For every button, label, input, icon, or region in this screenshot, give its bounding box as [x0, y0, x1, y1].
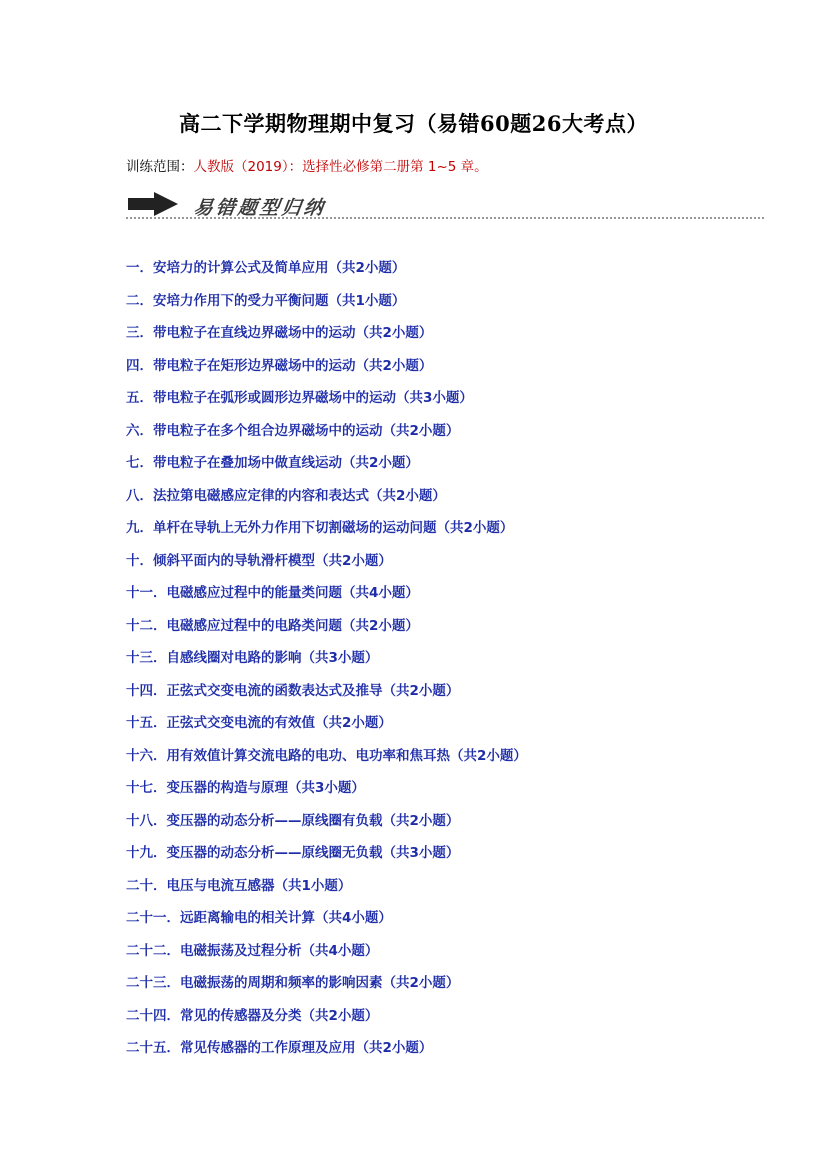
- topic-number: 十七: [126, 780, 153, 796]
- topic-text: 远距离输电的相关计算: [180, 910, 315, 926]
- topic-text: 带电粒子在直线边界磁场中的运动: [153, 325, 356, 341]
- topic-separator: ．: [139, 422, 153, 439]
- topic-count: （共2小题）: [342, 455, 419, 471]
- topic-text: 带电粒子在弧形或圆形边界磁场中的运动: [153, 390, 396, 406]
- topic-count: （共2小题）: [328, 260, 406, 276]
- topic-number: 二十二: [126, 942, 167, 959]
- topic-number: 十八: [126, 812, 153, 829]
- topic-count: （共4小题）: [301, 942, 379, 959]
- topic-item[interactable]: [126, 776, 527, 809]
- topic-item[interactable]: [126, 516, 527, 549]
- topic-number: 二十三: [126, 975, 167, 991]
- topic-number: 二十: [126, 877, 153, 894]
- topic-count: （共2小题）: [355, 357, 433, 374]
- topic-separator: ．: [166, 942, 180, 959]
- topic-separator: ．: [139, 552, 153, 569]
- topic-separator: ．: [166, 1040, 180, 1056]
- topic-number: 十五: [126, 715, 153, 731]
- topic-separator: ．: [139, 260, 153, 276]
- topic-text: 单杆在导轨上无外力作用下切割磁场的运动问题: [153, 520, 437, 536]
- topic-text: 倾斜平面内的导轨滑杆模型: [153, 552, 315, 569]
- topic-text: 带电粒子在矩形边界磁场中的运动: [153, 357, 356, 374]
- topic-number: 五: [126, 390, 140, 406]
- topic-separator: ．: [153, 650, 167, 666]
- topic-number: 二十五: [126, 1040, 167, 1056]
- topic-item[interactable]: [126, 711, 527, 744]
- topic-number: 一: [126, 260, 140, 276]
- topic-item[interactable]: [126, 646, 527, 679]
- topic-separator: ．: [153, 682, 167, 699]
- topic-separator: ．: [139, 390, 153, 406]
- topic-count: （共2小题）: [315, 715, 392, 731]
- topic-text: 电磁感应过程中的能量类问题: [166, 585, 342, 601]
- topic-number: 十二: [126, 617, 153, 634]
- topic-number: 四: [126, 357, 140, 374]
- topic-number: 十四: [126, 682, 153, 699]
- topic-number: 十三: [126, 650, 153, 666]
- topic-item[interactable]: [126, 484, 527, 517]
- topic-text: 带电粒子在多个组合边界磁场中的运动: [153, 422, 383, 439]
- topic-item[interactable]: [126, 386, 527, 419]
- topic-number: 十: [126, 552, 140, 569]
- topic-separator: ．: [153, 877, 167, 894]
- topic-separator: ．: [153, 812, 167, 829]
- topic-item[interactable]: [126, 289, 527, 322]
- topic-text: 自感线圈对电路的影响: [166, 650, 302, 666]
- topic-separator: ．: [166, 975, 180, 991]
- topic-count: （共2小题）: [355, 325, 433, 341]
- topic-count: （共3小题）: [396, 390, 473, 406]
- topic-item[interactable]: [126, 809, 527, 842]
- topic-count: （共2小题）: [382, 422, 460, 439]
- topic-item[interactable]: [126, 744, 527, 777]
- topic-number: 三: [126, 325, 140, 341]
- topic-text: 电磁振荡的周期和频率的影响因素: [180, 975, 383, 991]
- section-banner: [126, 188, 766, 224]
- topic-count: （共2小题）: [355, 1040, 433, 1056]
- topic-separator: ．: [153, 617, 167, 634]
- topic-text: 变压器的动态分析——原线圈有负载: [166, 812, 383, 829]
- topic-item[interactable]: [126, 1036, 527, 1069]
- topic-separator: ．: [153, 747, 167, 764]
- topic-item[interactable]: [126, 419, 527, 452]
- topic-item[interactable]: [126, 451, 527, 484]
- topic-list: [126, 256, 527, 1069]
- topic-text: 用有效值计算交流电路的电功、电功率和焦耳热: [166, 747, 450, 764]
- topic-item[interactable]: [126, 549, 527, 582]
- scope-label: 训练范围：: [126, 159, 194, 175]
- banner-title: 易错题型归纳: [192, 197, 328, 219]
- topic-count: （共1小题）: [328, 292, 406, 309]
- topic-number: 八: [126, 487, 140, 504]
- topic-separator: ．: [166, 1007, 180, 1024]
- topic-text: 正弦式交变电流的有效值: [166, 715, 315, 731]
- topic-count: （共4小题）: [315, 910, 392, 926]
- topic-number: 九: [126, 520, 140, 536]
- topic-number: 十六: [126, 747, 153, 764]
- topic-text: 变压器的动态分析——原线圈无负载: [166, 845, 383, 861]
- topic-number: 二十四: [126, 1007, 167, 1024]
- topic-item[interactable]: [126, 581, 527, 614]
- topic-count: （共2小题）: [382, 682, 460, 699]
- topic-item[interactable]: [126, 614, 527, 647]
- topic-text: 常见的传感器及分类: [180, 1007, 302, 1024]
- topic-text: 电压与电流互感器: [166, 877, 275, 894]
- topic-count: （共2小题）: [342, 617, 419, 634]
- topic-count: （共3小题）: [288, 780, 365, 796]
- topic-item[interactable]: [126, 971, 527, 1004]
- topic-separator: ．: [139, 455, 153, 471]
- page-title: 高二下学期物理期中复习（易错60题26大考点）: [179, 111, 648, 136]
- topic-separator: ．: [139, 357, 153, 374]
- topic-count: （共3小题）: [382, 845, 460, 861]
- topic-separator: ．: [139, 520, 153, 536]
- topic-text: 安培力作用下的受力平衡问题: [153, 292, 329, 309]
- topic-text: 常见传感器的工作原理及应用: [180, 1040, 356, 1056]
- topic-item[interactable]: [126, 874, 527, 907]
- topic-text: 安培力的计算公式及简单应用: [153, 260, 329, 276]
- topic-text: 正弦式交变电流的函数表达式及推导: [166, 682, 383, 699]
- topic-separator: ．: [153, 715, 167, 731]
- topic-separator: ．: [153, 780, 167, 796]
- topic-count: （共4小题）: [342, 585, 419, 601]
- topic-count: （共3小题）: [301, 650, 379, 666]
- topic-item[interactable]: [126, 679, 527, 712]
- topic-count: （共2小题）: [450, 747, 527, 764]
- topic-count: （共2小题）: [369, 487, 446, 504]
- topic-count: （共2小题）: [301, 1007, 379, 1024]
- topic-count: （共2小题）: [436, 520, 514, 536]
- topic-count: （共2小题）: [382, 975, 460, 991]
- topic-text: 电磁振荡及过程分析: [180, 942, 302, 959]
- topic-count: （共1小题）: [274, 877, 352, 894]
- topic-number: 七: [126, 455, 140, 471]
- topic-text: 带电粒子在叠加场中做直线运动: [153, 455, 342, 471]
- scope-value: 人教版（2019）：选择性必修第二册第 1~5 章。: [193, 159, 488, 175]
- arrow-icon: [128, 192, 178, 216]
- topic-number: 十九: [126, 845, 153, 861]
- topic-text: 电磁感应过程中的电路类问题: [166, 617, 342, 634]
- topic-item[interactable]: [126, 256, 527, 289]
- topic-separator: ．: [139, 325, 153, 341]
- topic-separator: ．: [166, 910, 180, 926]
- training-scope: [126, 155, 488, 175]
- topic-number: 六: [126, 422, 140, 439]
- topic-number: 十一: [126, 585, 153, 601]
- topic-separator: ．: [139, 487, 153, 504]
- topic-item[interactable]: [126, 906, 527, 939]
- topic-text: 变压器的构造与原理: [166, 780, 288, 796]
- topic-number: 二十一: [126, 910, 167, 926]
- topic-count: （共2小题）: [315, 552, 392, 569]
- topic-item[interactable]: [126, 1004, 527, 1037]
- topic-text: 法拉第电磁感应定律的内容和表达式: [153, 487, 369, 504]
- topic-separator: ．: [153, 845, 167, 861]
- topic-separator: ．: [139, 292, 153, 309]
- topic-item[interactable]: [126, 354, 527, 387]
- topic-item[interactable]: [126, 939, 527, 972]
- topic-item[interactable]: [126, 841, 527, 874]
- topic-count: （共2小题）: [382, 812, 460, 829]
- topic-number: 二: [126, 292, 140, 309]
- topic-item[interactable]: [126, 321, 527, 354]
- topic-separator: ．: [153, 585, 167, 601]
